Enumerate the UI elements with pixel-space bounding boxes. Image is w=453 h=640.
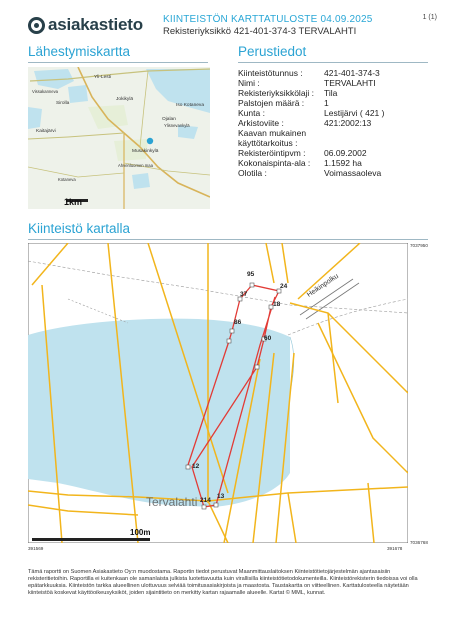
coord-bottom-left: 391569 xyxy=(28,546,44,551)
info-label: käyttötarkoitus : xyxy=(238,138,298,148)
place-yli-lesti: Yli-Lesti xyxy=(94,75,112,80)
property-map-rule xyxy=(28,239,428,240)
place-iso-kotaneva: Iso Kotaneva xyxy=(176,103,205,108)
coord-bottom-mid: 391678 xyxy=(387,546,403,551)
point-label-18: 18 xyxy=(273,301,281,308)
info-label: Kokonaispinta-ala : xyxy=(238,158,311,168)
logo-text: asiakastieto xyxy=(48,15,143,34)
point-label-12: 12 xyxy=(192,463,200,470)
place-vissakanneva: Vissakanneva xyxy=(32,89,58,94)
place-ylisnevankyla: Ylisnevankylä xyxy=(164,123,190,128)
info-value: 1 xyxy=(324,98,329,108)
coord-bottom-right: 7036768 xyxy=(410,540,428,545)
info-label: Kiinteistötunnus : xyxy=(238,68,303,78)
page-number: 1 (1) xyxy=(422,14,437,21)
info-label: Olotila : xyxy=(238,168,267,178)
road-label: Heikinpolku xyxy=(306,272,340,299)
report-subtitle: Rekisteriyksikkö 421-401-374-3 TERVALAHTI xyxy=(163,26,357,37)
place-musakinkyla: Musakinkylä xyxy=(132,149,159,154)
place-jokikyla: Jokikylä xyxy=(116,97,134,102)
info-label: Rekisteriyksikkölaji : xyxy=(238,88,315,98)
info-value: 1.1592 ha xyxy=(324,158,362,168)
info-value: 421:2002:13 xyxy=(324,118,372,128)
point-label-24: 24 xyxy=(280,283,288,290)
report-title: KIINTEISTÖN KARTTATULOSTE 04.09.2025 xyxy=(163,14,373,25)
coord-top-right: 7037950 xyxy=(410,243,428,248)
place-kotaneva: Kotaneva xyxy=(58,177,76,182)
place-label: Tervalahti xyxy=(146,495,198,509)
info-value: Voimassaoleva xyxy=(324,168,382,178)
info-label: Palstojen määrä : xyxy=(238,98,305,108)
point-label-86: 86 xyxy=(234,319,242,326)
logo-mark-icon xyxy=(28,17,45,34)
nearby-map xyxy=(28,67,210,209)
info-value: TERVALAHTI xyxy=(324,78,376,88)
place-ojalan: Ojalan xyxy=(162,117,176,122)
asiakastieto-logo xyxy=(28,14,143,36)
map-scale-label: 100m xyxy=(130,528,151,537)
info-value: 421-401-374-3 xyxy=(324,68,380,78)
info-label: Kunta : xyxy=(238,108,265,118)
info-value: Tila xyxy=(324,88,338,98)
property-map-title: Kiinteistö kartalla xyxy=(28,221,131,236)
place-kaitajarvi: Kaitajärvi xyxy=(36,129,56,134)
info-label: Rekisteröintipvm : xyxy=(238,148,306,158)
info-label: Arkistoviite : xyxy=(238,118,284,128)
point-label-13: 13 xyxy=(217,493,225,500)
place-sirolla: Sirolla xyxy=(56,101,70,106)
nearby-map-title: Lähestymiskartta xyxy=(28,44,131,59)
info-label: Kaavan mukainen xyxy=(238,128,307,138)
nearby-map-rule xyxy=(28,62,208,63)
place-ahvenluomen-maa: Ahvenluomen maa xyxy=(118,163,153,168)
info-value: 06.09.2002 xyxy=(324,148,367,158)
info-value: Lestijärvi ( 421 ) xyxy=(324,108,385,118)
nearby-map-scale-label: 1km xyxy=(64,197,83,207)
basic-info-rule xyxy=(238,62,428,63)
info-label: Nimi : xyxy=(238,78,260,88)
point-label-60: 60 xyxy=(264,335,272,342)
point-label-37: 37 xyxy=(240,291,248,298)
point-label-95: 95 xyxy=(247,271,255,278)
property-map xyxy=(28,243,408,543)
point-label-214: 214 xyxy=(200,497,211,504)
footer-disclaimer: Tämä raportti on Suomen Asiakastieto Oy:n muodostama. Raportin tiedot perustuvat Maanmittauslaitoksen Kiinteistötietojärjestelmän ajantasaisiin rekisteritietoihin. Raportilla ei kuitenkaan ole samanlaista julkista luotettavuutta kuin virallisilla kiinteistötietodokumenteilla. Kiinteistörekisterin tiedoissa voi olla epätarkkuuksia. Kiinteistön tarkka alueellinen ulottuvuus selviää toimitusasiakirjoista ja maastosta. Taustakartta on viitteellinen. Karttatulosteella näytetään kiinteistöä koskevat käyttöoikeusyksiköt, joiden sijaintitieto on merkitty kartan rajaamalle alueelle. Kartat © MML, kunnat. xyxy=(28,569,418,596)
basic-info-title: Perustiedot xyxy=(238,44,307,59)
